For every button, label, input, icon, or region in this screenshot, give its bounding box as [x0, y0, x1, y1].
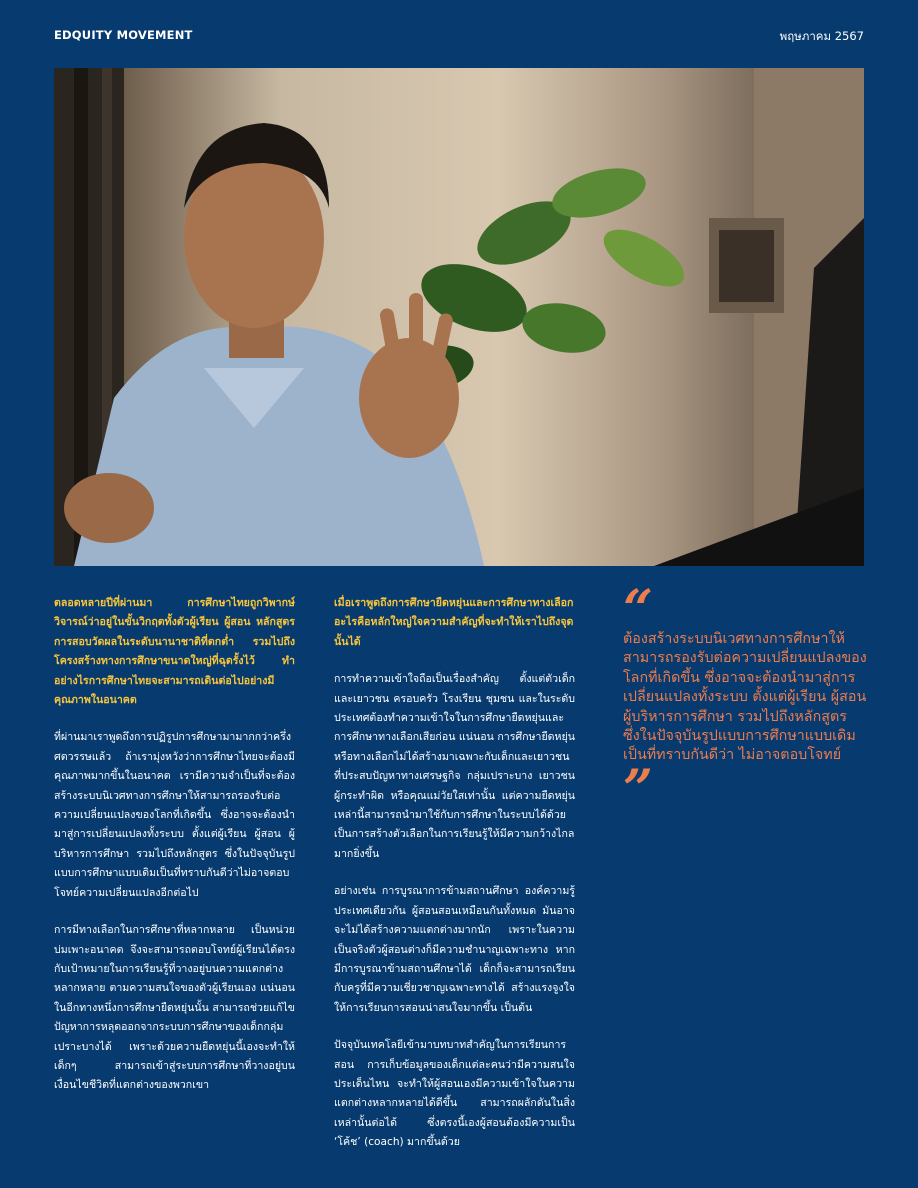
- page-header: [54, 28, 864, 48]
- body-paragraph: การมีทางเลือกในการศึกษาที่หลากหลาย เป็นหน่วยบ่มเพาะอนาคต จึงจะสามารถตอบโจทย์ผู้เรียนได้ตรงกับเป้าหมายในการเรียนรู้ที่วางอยู่บนความแตกต่างหลากหลาย ตามความสนใจของตัวผู้เรียนเอง แน่นอน ในอีกทางหนึ่งการศึกษายืดหยุ่นนั้น สามารถช่วยแก้ไขปัญหาการหลุดออกจากระบบการศึกษาของเด็กกลุ่มเปราะบางได้ เพราะด้วยความยืดหยุ่นนี้เองจะทำให้เด็กๆ สามารถเข้าสู่ระบบการศึกษาที่วางอยู่บนเงื่อนไขชีวิตที่แตกต่างของพวกเขา: [54, 924, 295, 1092]
- close-quote-icon: ”: [623, 758, 653, 820]
- article-column-1: [54, 594, 295, 1114]
- photo-icon: [54, 68, 864, 566]
- pull-quote-text: ต้องสร้างระบบนิเวศทางการศึกษาให้สามารถรองรับต่อความเปลี่ยนแปลงของโลกที่เกิดขึ้น ซึ่งอาจจะต้องนำมาสู่การเปลี่ยนแปลงทั้งระบบ ตั้งแต่ผู้เรียน ผู้สอน ผู้บริหารการศึกษา รวมไปถึงหลักสูตร ซึ่งในปัจจุบันรูปแบบการศึกษาแบบเดิม เป็นที่ทราบกันดีว่า ไม่อาจตอบโจทย์: [623, 631, 867, 764]
- body-paragraph: การทำความเข้าใจถือเป็นเรื่องสำคัญ ตั้งแต่ตัวเด็กและเยาวชน ครอบครัว โรงเรียน ชุมชน และในระดับประเทศต้องทำความเข้าใจในการศึกษายืดหยุ่นและการศึกษาทางเลือกเสียก่อน แน่นอน การศึกษายืดหยุ่นหรือทางเลือกไม่ได้สร้างมาเฉพาะกับเด็กและเยาวชนที่ประสบปัญหาทางเศรษฐกิจ กลุ่มเปราะบาง เยาวชนผู้กระทำผิด หรือคุณแม่วัยใสเท่านั้น แต่ความยืดหยุ่นเหล่านี้สามารถนำมาใช้กับการศึกษาในระบบได้ด้วย เป็นการสร้างตัวเลือกในการเรียนรู้ให้มีความกว้างไกลมากยิ่งขึ้น: [334, 673, 575, 860]
- brand-name: EDQUITY MOVEMENT: [54, 28, 193, 42]
- interview-question: เมื่อเราพูดถึงการศึกษายืดหยุ่นและการศึกษาทางเลือก อะไรคือหลักใหญ่ใจความสำคัญที่จะทำให้เราไปถึงจุดนั้นได้: [334, 597, 574, 648]
- body-paragraph: ที่ผ่านมาเราพูดถึงการปฏิรูปการศึกษามามากกว่าครึ่งศตวรรษแล้ว ถ้าเรามุ่งหวังว่าการศึกษาไทยจะต้องมีคุณภาพมากขึ้นในอนาคต เรามีความจำเป็นที่จะต้องสร้างระบบนิเวศทางการศึกษาให้สามารถรองรับต่อความเปลี่ยนแปลงของโลกที่เกิดขึ้น ซึ่งอาจจะต้องนำมาสู่การเปลี่ยนแปลงทั้งระบบ ตั้งแต่ผู้เรียน ผู้สอน ผู้บริหารการศึกษา รวมไปถึงหลักสูตร ซึ่งในปัจจุบันรูปแบบการศึกษาแบบเดิมเป็นที่ทราบกันดีว่าไม่อาจตอบโจทย์ความเปลี่ยนแปลงอีกต่อไป: [54, 731, 295, 899]
- body-paragraph: ปัจจุบันเทคโลยีเข้ามาบทบาทสำคัญในการเรียนการสอน การเก็บข้อมูลของเด็กแต่ละคนว่ามีความสนใจประเด็นไหน จะทำให้ผู้สอนเองมีความเข้าใจในความแตกต่างหลากหลายได้ดีขึ้น สามารถผลักดันในสิ่งเหล่านั้นต่อได้ ซึ่งตรงนี้เองผู้สอนต้องมีความเป็น ‘โค้ช’ (coach) มากขึ้นด้วย: [334, 1039, 575, 1149]
- article-column-2: [334, 594, 575, 1171]
- lead-paragraph: ตลอดหลายปีที่ผ่านมา การศึกษาไทยถูกวิพากษ์วิจารณ์ว่าอยู่ในขั้นวิกฤตทั้งตัวผู้เรียน ผู้สอน หลักสูตร การสอบวัดผลในระดับนานาชาติที่ตกต่ำ รวมไปถึงโครงสร้างทางการศึกษาขนาดใหญ่ที่ฉุดรั้งไว้ ทำอย่างไรการศึกษาไทยจะสามารถเดินต่อไปอย่างมีคุณภาพในอนาคต: [54, 597, 295, 707]
- open-quote-icon: “: [623, 579, 653, 640]
- interview-photo: [54, 68, 864, 566]
- issue-date: พฤษภาคม 2567: [779, 29, 864, 43]
- body-paragraph: อย่างเช่น การบูรณาการข้ามสถานศึกษา องค์ความรู้ประเทศเดียวกัน ผู้สอนสอนเหมือนกันทั้งหมด มันอาจจะไม่ได้สร้างความแตกต่างมากนัก เพราะในความเป็นจริงตัวผู้สอนต่างก็มีความชำนาญเฉพาะทาง หากมีการบูรณาข้ามสถานศึกษาได้ เด็กก็จะสามารถเรียนกับครูที่มีความเชี่ยวชาญเฉพาะทางได้ สร้างแรงจูงใจให้การเรียนการสอนน่าสนใจมากขึ้น เป็นต้น: [334, 885, 575, 1014]
- pull-quote: [623, 579, 868, 820]
